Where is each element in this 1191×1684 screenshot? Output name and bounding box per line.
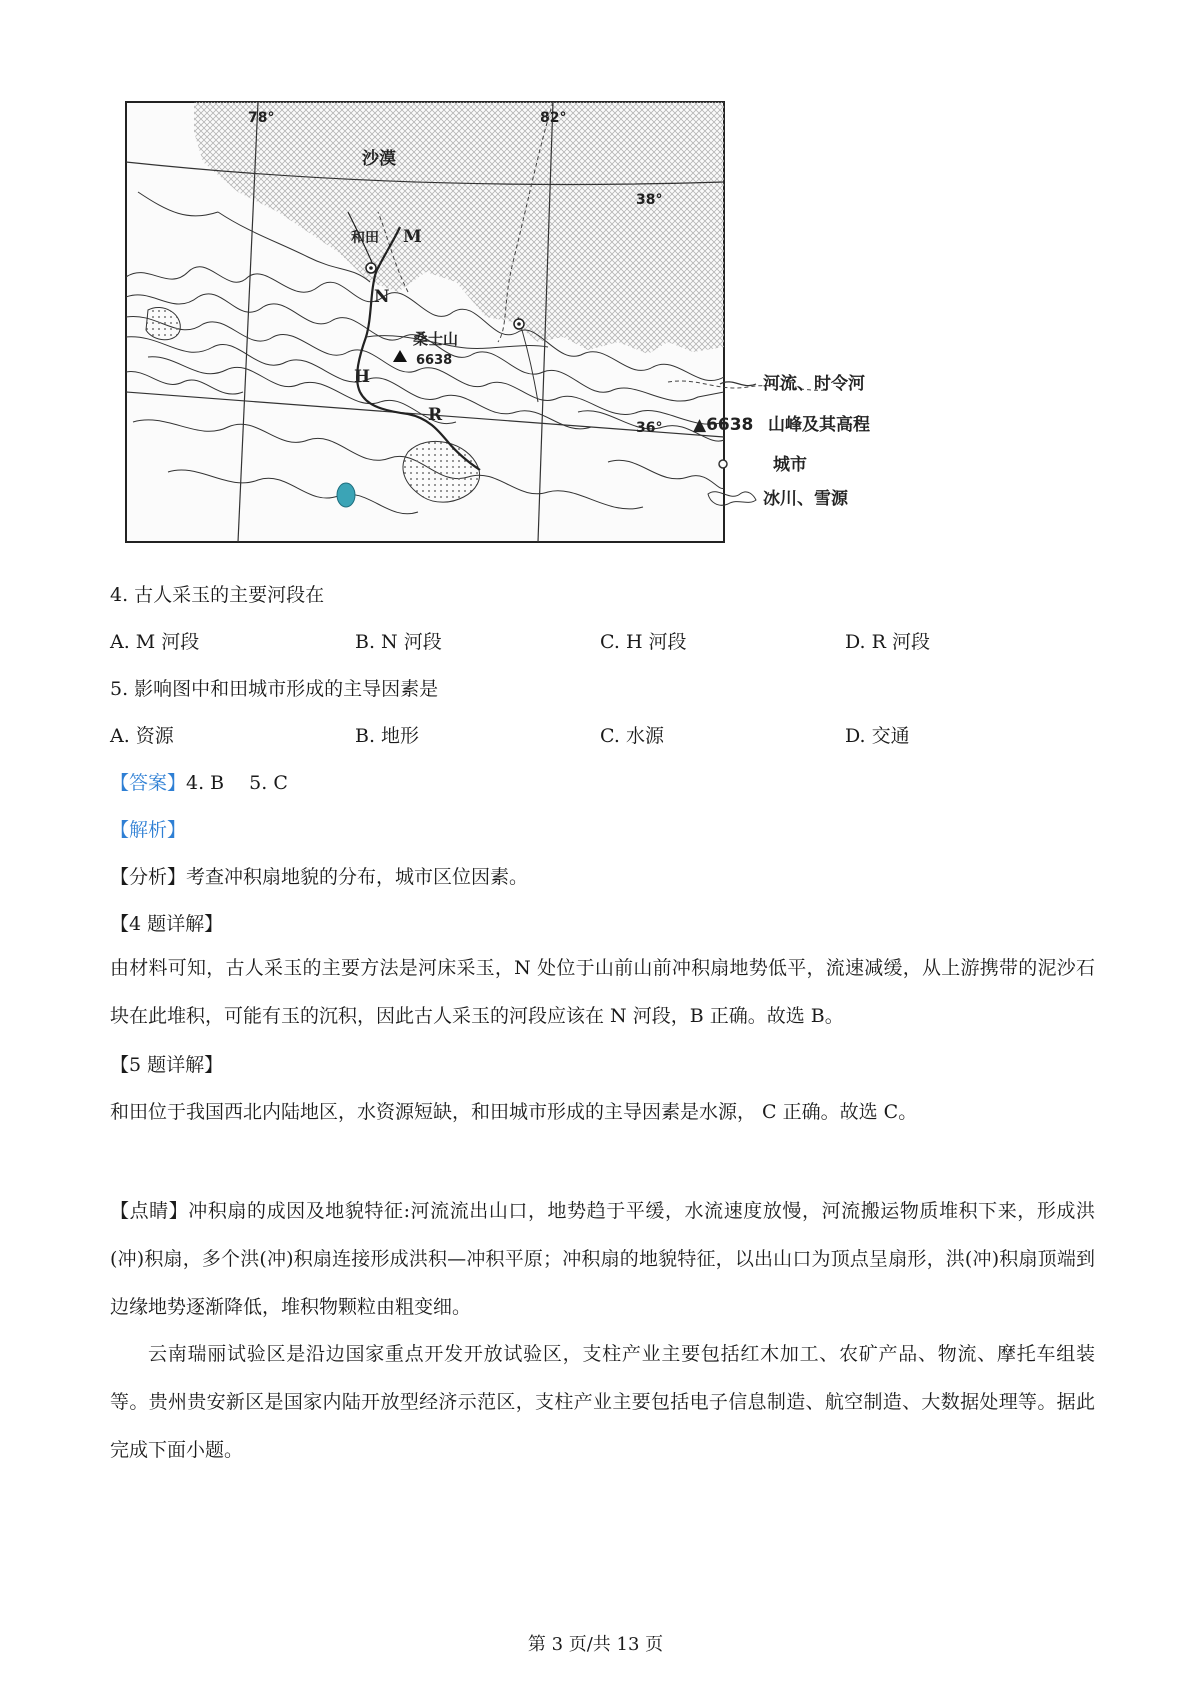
detail-4-text: 由材料可知，古人采玉的主要方法是河床采玉，N 处位于山前山前冲积扇地势低平，流速减缓，从上游携带的泥沙石块在此堆积，可能有玉的沉积，因此古人采玉的河段应该在 N 河段，B 正确。故选 B。 (110, 957, 1095, 1027)
lon-82-label: 82° (540, 110, 567, 126)
analysis-summary: 【分析】考查冲积扇地貌的分布，城市区位因素。 (110, 866, 529, 888)
detail-5-title: 【5 题详解】 (110, 1054, 224, 1076)
detail-4-title: 【4 题详解】 (110, 913, 224, 935)
lat-36-label: 36° (636, 420, 663, 436)
q5-option-b[interactable]: B. 地形 (355, 725, 420, 747)
question-5-stem: 5. 影响图中和田城市形成的主导因素是 (110, 678, 439, 700)
segment-h-label: H (354, 367, 371, 387)
key-point-text: 【点睛】冲积扇的成因及地貌特征:河流流出山口，地势趋于平缓，水流速度放慢，河流搬运物质堆积下来，形成洪(冲)积扇，多个洪(冲)积扇连接形成洪积—冲积平原；冲积扇的地貌特征，以出山口为顶点呈扇形，洪(冲)积扇顶端到边缘地势逐渐降低，堆积物颗粒由粗变细。 (110, 1200, 1095, 1318)
answer-tag: 【答案】 (110, 772, 187, 794)
q4-option-d[interactable]: D. R 河段 (845, 631, 930, 653)
q5-option-c[interactable]: C. 水源 (600, 725, 664, 747)
page-footer: 第 3 页/共 13 页 (527, 1634, 664, 1655)
q4-option-b[interactable]: B. N 河段 (355, 631, 442, 653)
answer-text: 4. B 5. C (186, 772, 288, 794)
answer-line (110, 768, 288, 798)
q4-option-a[interactable]: A. M 河段 (110, 631, 200, 653)
legend-glacier-text: 冰川、雪源 (763, 489, 848, 509)
q5-option-d[interactable]: D. 交通 (845, 725, 910, 747)
segment-m-label: M (403, 227, 422, 247)
peak-name-label: 桑士山 (413, 330, 459, 348)
legend-peak-text: 山峰及其高程 (768, 415, 870, 435)
q4-option-c[interactable]: C. H 河段 (600, 631, 687, 653)
material-text: 云南瑞丽试验区是沿边国家重点开发开放试验区，支柱产业主要包括红木加工、农矿产品、物流、摩托车组装等。贵州贵安新区是国家内陆开放型经济示范区，支柱产业主要包括电子信息制造、航空制造、大数据处理等。据此完成下面小题。 (110, 1343, 1095, 1461)
detail-5-text: 和田位于我国西北内陆地区，水资源短缺，和田城市形成的主导因素是水源， C 正确。故选 C。 (110, 1101, 918, 1123)
segment-n-label: N (374, 287, 390, 307)
city-hotan-label: 和田 (351, 230, 379, 246)
analysis-tag: 【解析】 (110, 819, 187, 841)
legend-river-text: 河流、时令河 (763, 374, 865, 394)
legend-city-symbol (719, 460, 727, 468)
city-symbol-east-dot (517, 322, 521, 326)
lon-78-label: 78° (248, 110, 275, 126)
city-symbol-hotan-dot (369, 266, 373, 270)
question-4-stem: 4. 古人采玉的主要河段在 (110, 584, 325, 606)
legend-city-text: 城市 (773, 455, 807, 475)
legend-peak-sample: ▲6638 (693, 415, 754, 435)
map-figure (108, 92, 940, 562)
lake (337, 483, 355, 507)
lat-38-label: 38° (636, 192, 663, 208)
desert-label: 沙漠 (362, 149, 396, 169)
peak-height-label: 6638 (416, 353, 453, 368)
segment-r-label: R (428, 405, 443, 425)
legend-river-symbol (720, 382, 756, 386)
q5-option-a[interactable]: A. 资源 (110, 725, 174, 747)
map-svg (108, 92, 940, 562)
